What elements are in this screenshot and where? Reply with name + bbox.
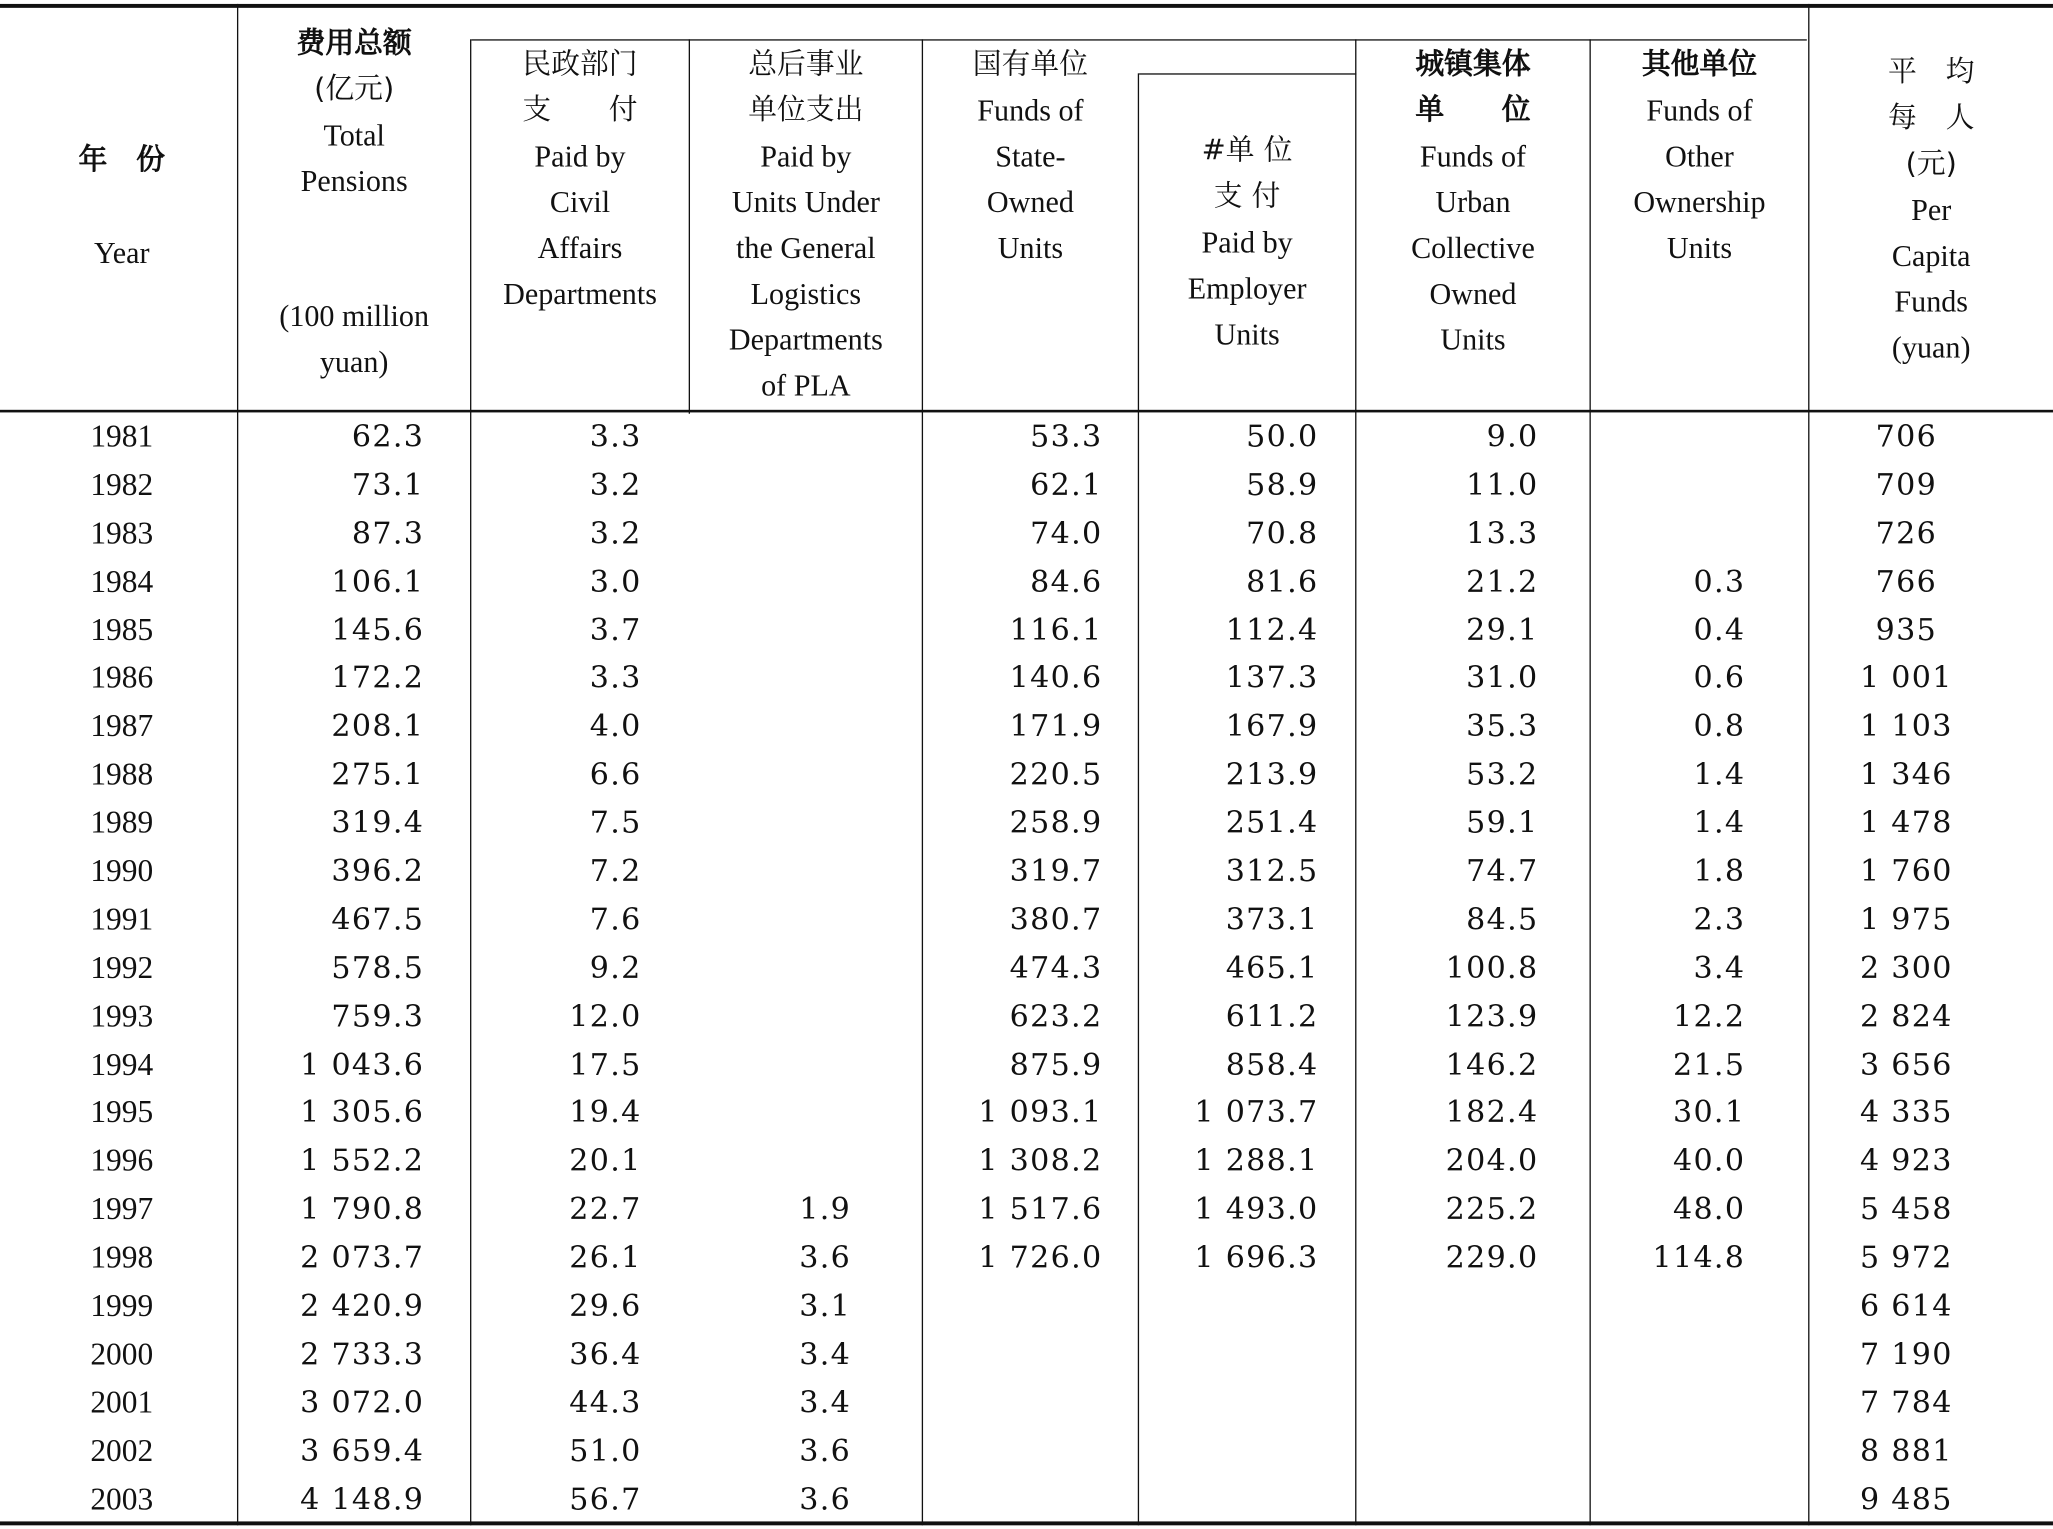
- urban-collective-cell: 84.5: [1466, 903, 1539, 938]
- civil-affairs-cell: 7.5: [589, 806, 642, 841]
- civil-affairs-cell: 9.2: [589, 951, 642, 986]
- year-cell: 2003: [90, 1482, 154, 1517]
- state-owned-cell: 84.6: [1030, 565, 1103, 600]
- total-pensions-cell: 1 790.8: [300, 1193, 425, 1228]
- year-cell: 1983: [90, 516, 154, 551]
- urban-collective-cell: 204.0: [1445, 1144, 1539, 1179]
- pla-logistics-cell: 3.6: [799, 1434, 852, 1469]
- state-owned-cell: 1 726.0: [978, 1241, 1103, 1276]
- other-ownership-cell: 48.0: [1672, 1193, 1746, 1228]
- header-urban-collective: 城镇集体 单 位 Funds of Urban Collective Owned Units: [1411, 48, 1535, 357]
- state-owned-cell: 116.1: [1009, 613, 1103, 648]
- employer-paid-cell: 137.3: [1225, 661, 1319, 696]
- other-ownership-cell: [1604, 1331, 1745, 1379]
- civil-affairs-cell: 4.0: [589, 710, 642, 745]
- total-pensions-cell: 2 420.9: [300, 1289, 425, 1324]
- employer-paid-cell: 373.1: [1225, 903, 1319, 938]
- urban-collective-cell: 31.0: [1466, 661, 1539, 696]
- total-pensions-cell: 396.2: [331, 854, 425, 890]
- pla-logistics-cell: [720, 655, 851, 703]
- other-ownership-cell: [1604, 414, 1745, 462]
- employer-paid-cell: [1159, 1380, 1319, 1428]
- civil-affairs-cell: 51.0: [569, 1434, 642, 1469]
- employer-paid-cell: 1 288.1: [1194, 1144, 1319, 1179]
- table-row: [0, 1476, 2053, 1524]
- table-row: [0, 1138, 2053, 1186]
- per-capita-cell: 6 614: [1859, 1289, 1953, 1324]
- other-ownership-cell: [1604, 1476, 1745, 1524]
- state-owned-cell: 623.2: [1009, 999, 1103, 1034]
- per-capita-cell: 9 485: [1859, 1482, 1953, 1517]
- header-state-owned: 国有单位 Funds of State- Owned Units: [972, 48, 1089, 265]
- total-pensions-cell: 208.1: [331, 710, 425, 745]
- civil-affairs-cell: 12.0: [569, 999, 642, 1034]
- per-capita-cell: 1 346: [1859, 758, 1953, 793]
- other-ownership-cell: 0.6: [1693, 661, 1746, 696]
- employer-paid-cell: [1159, 1476, 1319, 1524]
- urban-collective-cell: 229.0: [1445, 1241, 1539, 1276]
- per-capita-cell: 1 760: [1859, 854, 1953, 890]
- total-pensions-cell: 1 305.6: [300, 1096, 425, 1131]
- employer-paid-cell: 1 073.7: [1194, 1096, 1319, 1131]
- civil-affairs-cell: 17.5: [569, 1048, 642, 1083]
- state-owned-cell: 1 517.6: [978, 1193, 1103, 1228]
- per-capita-cell: 706: [1875, 420, 1938, 455]
- year-cell: 2000: [90, 1338, 154, 1373]
- header-year: 年 份 Year: [78, 144, 165, 270]
- state-owned-cell: [943, 1380, 1103, 1428]
- header-employer-units: #单 位 支 付 Paid by Employer Units: [1187, 134, 1307, 351]
- pla-logistics-cell: [720, 1090, 851, 1138]
- total-pensions-cell: 3 659.4: [300, 1434, 425, 1469]
- civil-affairs-cell: 3.3: [589, 420, 642, 455]
- civil-affairs-cell: 3.2: [589, 468, 642, 503]
- header-per-capita: 平 均 每 人 (元) Per Capita Funds (yuan): [1887, 56, 1975, 364]
- year-cell: 1989: [90, 806, 154, 841]
- urban-collective-cell: [1375, 1476, 1539, 1524]
- year-cell: 1998: [90, 1241, 154, 1276]
- table-row: [0, 1380, 2053, 1428]
- table-row: [0, 945, 2053, 993]
- pla-logistics-cell: [720, 607, 851, 655]
- other-ownership-cell: 1.4: [1693, 758, 1746, 793]
- pla-logistics-cell: [720, 897, 851, 945]
- employer-paid-cell: 213.9: [1225, 758, 1319, 793]
- urban-collective-cell: 182.4: [1445, 1096, 1539, 1131]
- other-ownership-cell: [1604, 1380, 1745, 1428]
- other-ownership-cell: 40.0: [1672, 1144, 1746, 1179]
- pla-logistics-cell: 3.4: [799, 1386, 852, 1421]
- civil-affairs-cell: 22.7: [569, 1193, 642, 1228]
- other-ownership-cell: [1604, 462, 1745, 510]
- employer-paid-cell: [1159, 1428, 1319, 1476]
- per-capita-cell: 1 478: [1859, 806, 1953, 841]
- year-cell: 1994: [90, 1048, 154, 1083]
- employer-paid-cell: 50.0: [1246, 420, 1319, 455]
- per-capita-cell: 5 972: [1859, 1241, 1953, 1276]
- total-pensions-cell: 145.6: [331, 613, 425, 648]
- top-rule: [0, 4, 2053, 8]
- employer-paid-cell: 1 493.0: [1194, 1193, 1319, 1228]
- total-pensions-cell: 2 073.7: [300, 1241, 425, 1276]
- total-pensions-cell: 62.3: [351, 420, 425, 455]
- total-pensions-cell: 759.3: [331, 999, 425, 1034]
- urban-collective-cell: 13.3: [1466, 516, 1539, 551]
- urban-collective-cell: [1375, 1428, 1539, 1476]
- other-ownership-cell: 114.8: [1652, 1241, 1746, 1276]
- per-capita-cell: 1 001: [1859, 661, 1953, 696]
- state-owned-cell: 62.1: [1030, 468, 1103, 503]
- table-row: [0, 993, 2053, 1041]
- civil-affairs-cell: 44.3: [569, 1386, 642, 1421]
- total-pensions-cell: 578.5: [331, 951, 425, 986]
- header-civil-affairs: 民政部门 支 付 Paid by Civil Affairs Departments: [503, 48, 657, 311]
- total-pensions-cell: 106.1: [331, 565, 425, 600]
- civil-affairs-cell: 7.2: [589, 854, 642, 890]
- other-ownership-cell: 0.4: [1693, 613, 1746, 648]
- pla-logistics-cell: 1.9: [799, 1193, 852, 1228]
- employer-paid-cell: [1159, 1331, 1319, 1379]
- year-cell: 1995: [90, 1096, 154, 1131]
- urban-collective-cell: 29.1: [1466, 613, 1539, 648]
- per-capita-cell: 935: [1875, 613, 1938, 648]
- state-owned-cell: [943, 1331, 1103, 1379]
- employer-paid-cell: 312.5: [1225, 854, 1319, 890]
- other-ownership-cell: 3.4: [1693, 951, 1746, 986]
- year-cell: 2001: [90, 1386, 154, 1421]
- civil-affairs-cell: 3.0: [589, 565, 642, 600]
- civil-affairs-cell: 6.6: [589, 758, 642, 793]
- table-row: [0, 1187, 2053, 1235]
- pla-logistics-cell: [720, 510, 851, 558]
- per-capita-cell: 4 335: [1859, 1096, 1953, 1131]
- civil-affairs-cell: 7.6: [589, 903, 642, 938]
- civil-affairs-cell: 36.4: [569, 1338, 642, 1373]
- year-cell: 1982: [90, 468, 154, 503]
- per-capita-cell: 2 300: [1859, 951, 1953, 986]
- table-row: [0, 848, 2053, 896]
- per-capita-cell: 4 923: [1859, 1144, 1953, 1179]
- year-cell: 1991: [90, 903, 154, 938]
- year-cell: 1992: [90, 951, 154, 986]
- year-cell: 1990: [90, 854, 154, 890]
- table-row: [0, 414, 2053, 462]
- total-pensions-cell: 87.3: [351, 516, 425, 551]
- other-ownership-cell: 21.5: [1672, 1048, 1746, 1083]
- year-cell: 1988: [90, 758, 154, 793]
- employer-group-rule: [1139, 73, 1356, 74]
- other-ownership-cell: 1.8: [1693, 854, 1746, 890]
- total-pensions-cell: 275.1: [331, 758, 425, 793]
- employer-paid-cell: 70.8: [1246, 516, 1319, 551]
- total-pensions-cell: 73.1: [351, 468, 425, 503]
- civil-affairs-cell: 19.4: [569, 1096, 642, 1131]
- urban-collective-cell: 9.0: [1486, 420, 1539, 455]
- civil-affairs-cell: 56.7: [569, 1482, 642, 1517]
- civil-affairs-cell: 3.3: [589, 661, 642, 696]
- pla-logistics-cell: [720, 462, 851, 510]
- other-ownership-cell: 30.1: [1672, 1096, 1746, 1131]
- per-capita-cell: 7 784: [1859, 1386, 1953, 1421]
- employer-paid-cell: 465.1: [1225, 951, 1319, 986]
- total-pensions-cell: 467.5: [331, 903, 425, 938]
- subheader-rule: [471, 39, 1806, 40]
- civil-affairs-cell: 3.7: [589, 613, 642, 648]
- state-owned-cell: [943, 1476, 1103, 1524]
- other-ownership-cell: 1.4: [1693, 806, 1746, 841]
- employer-paid-cell: [1159, 1283, 1319, 1331]
- pla-logistics-cell: [720, 704, 851, 752]
- per-capita-cell: 766: [1875, 565, 1938, 600]
- header-other-ownership: 其他单位 Funds of Other Ownership Units: [1633, 48, 1766, 265]
- per-capita-cell: 726: [1875, 516, 1938, 551]
- other-ownership-cell: [1604, 1283, 1745, 1331]
- per-capita-cell: 3 656: [1859, 1048, 1953, 1083]
- total-pensions-cell: 4 148.9: [300, 1482, 425, 1517]
- other-ownership-cell: 0.3: [1693, 565, 1746, 600]
- urban-collective-cell: 123.9: [1445, 999, 1539, 1034]
- per-capita-cell: 1 975: [1859, 903, 1953, 938]
- employer-paid-cell: 1 696.3: [1194, 1241, 1319, 1276]
- total-pensions-cell: 172.2: [331, 661, 425, 696]
- year-cell: 1993: [90, 999, 154, 1034]
- table-row: [0, 1331, 2053, 1379]
- civil-affairs-cell: 20.1: [569, 1144, 642, 1179]
- table-row: [0, 1235, 2053, 1283]
- year-cell: 1986: [90, 661, 154, 696]
- year-cell: 1997: [90, 1193, 154, 1228]
- table-row: [0, 1090, 2053, 1138]
- civil-affairs-cell: 26.1: [569, 1241, 642, 1276]
- table-body: [0, 414, 2053, 1525]
- total-pensions-cell: 1 043.6: [300, 1048, 425, 1083]
- total-pensions-cell: 1 552.2: [300, 1144, 425, 1179]
- year-cell: 1996: [90, 1144, 154, 1179]
- urban-collective-cell: 59.1: [1466, 806, 1539, 841]
- pla-logistics-cell: 3.4: [799, 1338, 852, 1373]
- employer-paid-cell: 167.9: [1225, 710, 1319, 745]
- table-row: [0, 1428, 2053, 1476]
- other-ownership-cell: [1604, 510, 1745, 558]
- header-pla-logistics: 总后事业 单位支出 Paid by Units Under the General Logistics Departments of PLA: [728, 48, 883, 402]
- total-pensions-cell: 319.4: [331, 806, 425, 841]
- civil-affairs-cell: 3.2: [589, 516, 642, 551]
- pla-logistics-cell: [720, 1042, 851, 1090]
- per-capita-cell: 8 881: [1859, 1434, 1953, 1469]
- table-row: [0, 752, 2053, 800]
- employer-paid-cell: 251.4: [1225, 806, 1319, 841]
- urban-collective-cell: [1375, 1331, 1539, 1379]
- pla-logistics-cell: 3.6: [799, 1482, 852, 1517]
- employer-paid-cell: 858.4: [1225, 1048, 1319, 1083]
- state-owned-cell: 140.6: [1009, 661, 1103, 696]
- pla-logistics-cell: [720, 945, 851, 993]
- state-owned-cell: 1 308.2: [978, 1144, 1103, 1179]
- other-ownership-cell: 2.3: [1693, 903, 1746, 938]
- state-owned-cell: 1 093.1: [978, 1096, 1103, 1131]
- table-row: [0, 655, 2053, 703]
- other-ownership-cell: 0.8: [1693, 710, 1746, 745]
- urban-collective-cell: 225.2: [1445, 1193, 1539, 1228]
- employer-paid-cell: 112.4: [1225, 613, 1319, 648]
- pla-logistics-cell: [720, 848, 851, 896]
- employer-paid-cell: 58.9: [1246, 468, 1319, 503]
- state-owned-cell: 875.9: [1009, 1048, 1103, 1083]
- pla-logistics-cell: [720, 414, 851, 462]
- pla-logistics-cell: [720, 993, 851, 1041]
- state-owned-cell: 171.9: [1009, 710, 1103, 745]
- pla-logistics-cell: [720, 1138, 851, 1186]
- state-owned-cell: 53.3: [1030, 420, 1103, 455]
- year-cell: 1984: [90, 565, 154, 600]
- table-row: [0, 462, 2053, 510]
- table-row: [0, 510, 2053, 558]
- urban-collective-cell: 53.2: [1466, 758, 1539, 793]
- per-capita-cell: 1 103: [1859, 710, 1953, 745]
- urban-collective-cell: 146.2: [1445, 1048, 1539, 1083]
- urban-collective-cell: 35.3: [1466, 710, 1539, 745]
- urban-collective-cell: 100.8: [1445, 951, 1539, 986]
- urban-collective-cell: [1375, 1283, 1539, 1331]
- header-bottom-rule: [0, 410, 2053, 413]
- year-cell: 1985: [90, 613, 154, 648]
- per-capita-cell: 7 190: [1859, 1338, 1953, 1373]
- table-row: [0, 559, 2053, 607]
- year-cell: 1999: [90, 1289, 154, 1324]
- urban-collective-cell: 11.0: [1466, 468, 1539, 503]
- employer-paid-cell: 81.6: [1246, 565, 1319, 600]
- total-pensions-cell: 2 733.3: [300, 1338, 425, 1373]
- state-owned-cell: [943, 1428, 1103, 1476]
- pla-logistics-cell: [720, 752, 851, 800]
- per-capita-cell: 709: [1875, 468, 1938, 503]
- table-row: [0, 607, 2053, 655]
- state-owned-cell: 258.9: [1009, 806, 1103, 841]
- state-owned-cell: [943, 1283, 1103, 1331]
- state-owned-cell: 220.5: [1009, 758, 1103, 793]
- other-ownership-cell: 12.2: [1672, 999, 1746, 1034]
- pla-logistics-cell: 3.6: [799, 1241, 852, 1276]
- per-capita-cell: 2 824: [1859, 999, 1953, 1034]
- year-cell: 2002: [90, 1434, 154, 1469]
- pla-logistics-cell: [720, 800, 851, 848]
- total-pensions-cell: 3 072.0: [300, 1386, 425, 1421]
- table-row: [0, 1283, 2053, 1331]
- urban-collective-cell: [1375, 1380, 1539, 1428]
- table-row: [0, 1042, 2053, 1090]
- urban-collective-cell: 21.2: [1466, 565, 1539, 600]
- state-owned-cell: 74.0: [1030, 516, 1103, 551]
- pla-logistics-cell: 3.1: [799, 1289, 852, 1324]
- table-row: [0, 800, 2053, 848]
- table-row: [0, 704, 2053, 752]
- year-cell: 1981: [90, 420, 154, 455]
- urban-collective-cell: 74.7: [1466, 854, 1539, 890]
- table-row: [0, 897, 2053, 945]
- state-owned-cell: 380.7: [1009, 903, 1103, 938]
- header-total: 费用总额 (亿元) Total Pensions (100 million yuan): [279, 27, 430, 379]
- state-owned-cell: 474.3: [1009, 951, 1103, 986]
- pla-logistics-cell: [720, 559, 851, 607]
- year-cell: 1987: [90, 710, 154, 745]
- civil-affairs-cell: 29.6: [569, 1289, 642, 1324]
- employer-paid-cell: 611.2: [1225, 999, 1319, 1034]
- other-ownership-cell: [1604, 1428, 1745, 1476]
- per-capita-cell: 5 458: [1859, 1193, 1953, 1228]
- state-owned-cell: 319.7: [1009, 854, 1103, 890]
